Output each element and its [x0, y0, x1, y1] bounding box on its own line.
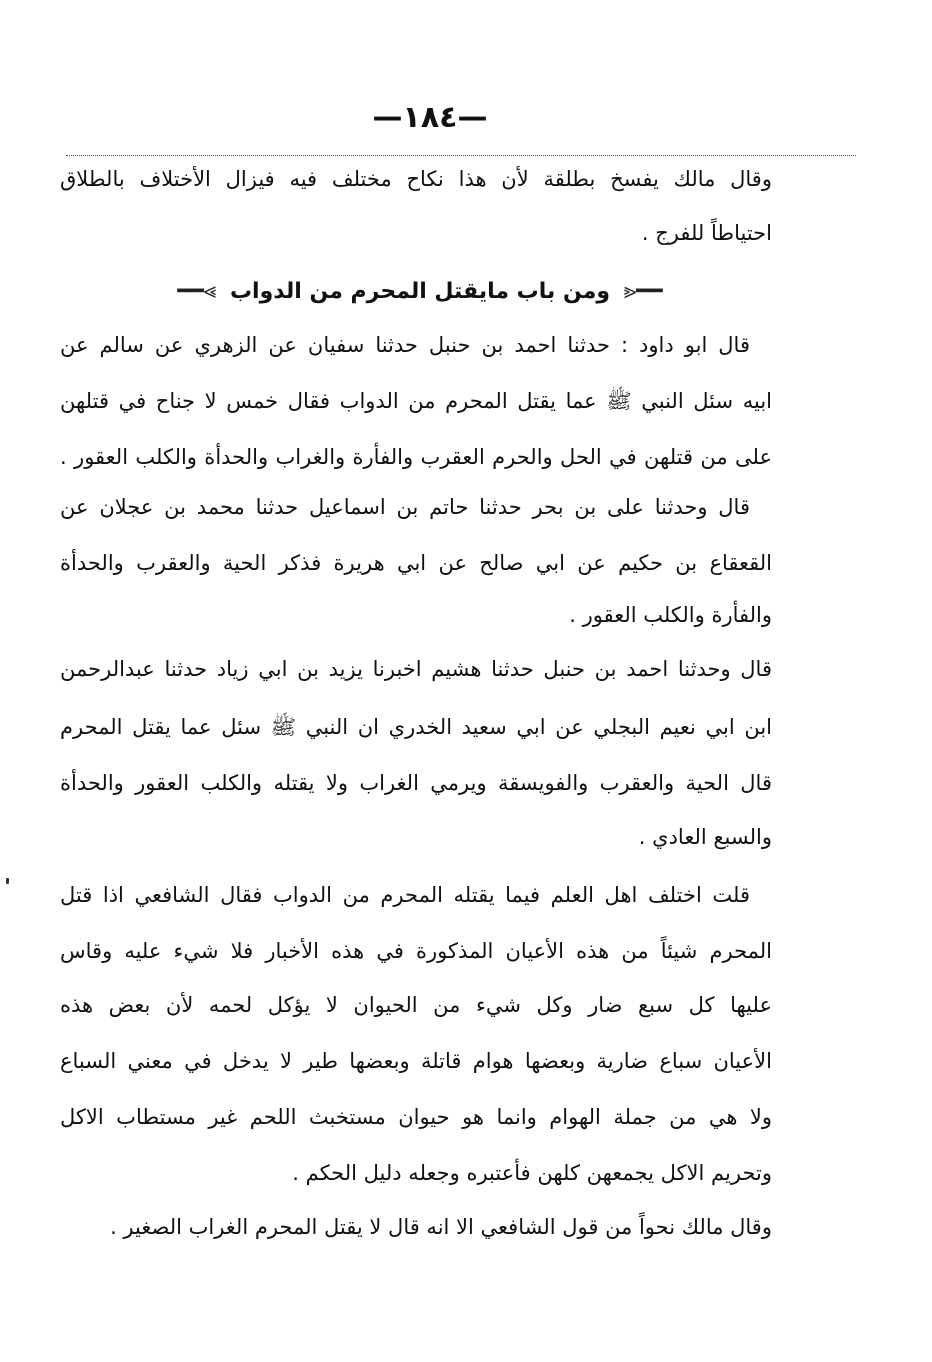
text-line: ابيه سئل النبي ﷺ عما يقتل المحرم من الدواب فقال خمس لا جناح في قتلهن [60, 389, 772, 413]
text-line: قلت اختلف اهل العلم فيما يقتله المحرم من الدواب فقال الشافعي اذا قتل [60, 883, 750, 907]
text-line: احتياطاً للفرج . [641, 221, 772, 245]
text-line: عليها كل سبع ضار وكل شيء من الحيوان لا يؤكل لحمه لأن بعض هذه [60, 993, 772, 1017]
heading-text: ومن باب مايقتل المحرم من الدواب [229, 279, 611, 304]
text-line: القعقاع بن حكيم عن ابي صالح عن ابي هريرة فذكر الحية والعقرب والحدأة [60, 551, 772, 575]
text-line: الأعيان سباع ضارية وبعضها هوام قاتلة وبعضها طير لا يدخل في معني السباع [60, 1049, 772, 1073]
text-line: والفأرة والكلب العقور . [569, 603, 772, 627]
text-line: وقال مالك نحواً من قول الشافعي الا انه قال لا يقتل المحرم الغراب الصغير . [110, 1215, 772, 1239]
text-line: قال الحية والعقرب والفويسقة ويرمي الغراب ولا يقتله والكلب العقور والحدأة [60, 771, 772, 795]
text-line: المحرم شيئاً من هذه الأعيان المذكورة في هذه الأخبار فلا شيء عليه وقاس [60, 939, 772, 963]
text-line: والسبع العادي . [638, 825, 772, 849]
text-line: ولا هي من جملة الهوام وانما هو حيوان مستخبث اللحم غير مستطاب الاكل [60, 1105, 772, 1129]
header-divider [66, 155, 856, 156]
text-line: ابن ابي نعيم البجلي عن ابي سعيد الخدري ان النبي ﷺ سئل عما يقتل المحرم [60, 715, 772, 739]
text-line: قال وحدثنا احمد بن حنبل حدثنا هشيم اخبرنا يزيد بن ابي زياد حدثنا عبدالرحمن [60, 657, 772, 681]
margin-speck [6, 878, 9, 884]
text-line: على من قتلهن في الحل والحرم العقرب والفأرة والغراب والحدأة والكلب العقور . [60, 445, 772, 469]
text-line: وقال مالك يفسخ بطلقة لأن هذا نكاح مختلف فيه فيزال الأختلاف بالطلاق [60, 167, 772, 191]
heading-ornament-right: ━━⪡ [623, 279, 663, 304]
text-line: قال ابو داود : حدثنا احمد بن حنبل حدثنا سفيان عن الزهري عن سالم عن [60, 333, 750, 357]
page-number: —١٨٤— [372, 100, 488, 135]
section-heading [60, 276, 780, 308]
heading-ornament-left: ⪢━━ [177, 279, 217, 304]
text-line: قال وحدثنا على بن بحر حدثنا حاتم بن اسماعيل حدثنا محمد بن عجلان عن [60, 495, 750, 519]
text-line: وتحريم الاكل يجمعهن كلهن فأعتبره وجعله دليل الحكم . [292, 1161, 772, 1185]
